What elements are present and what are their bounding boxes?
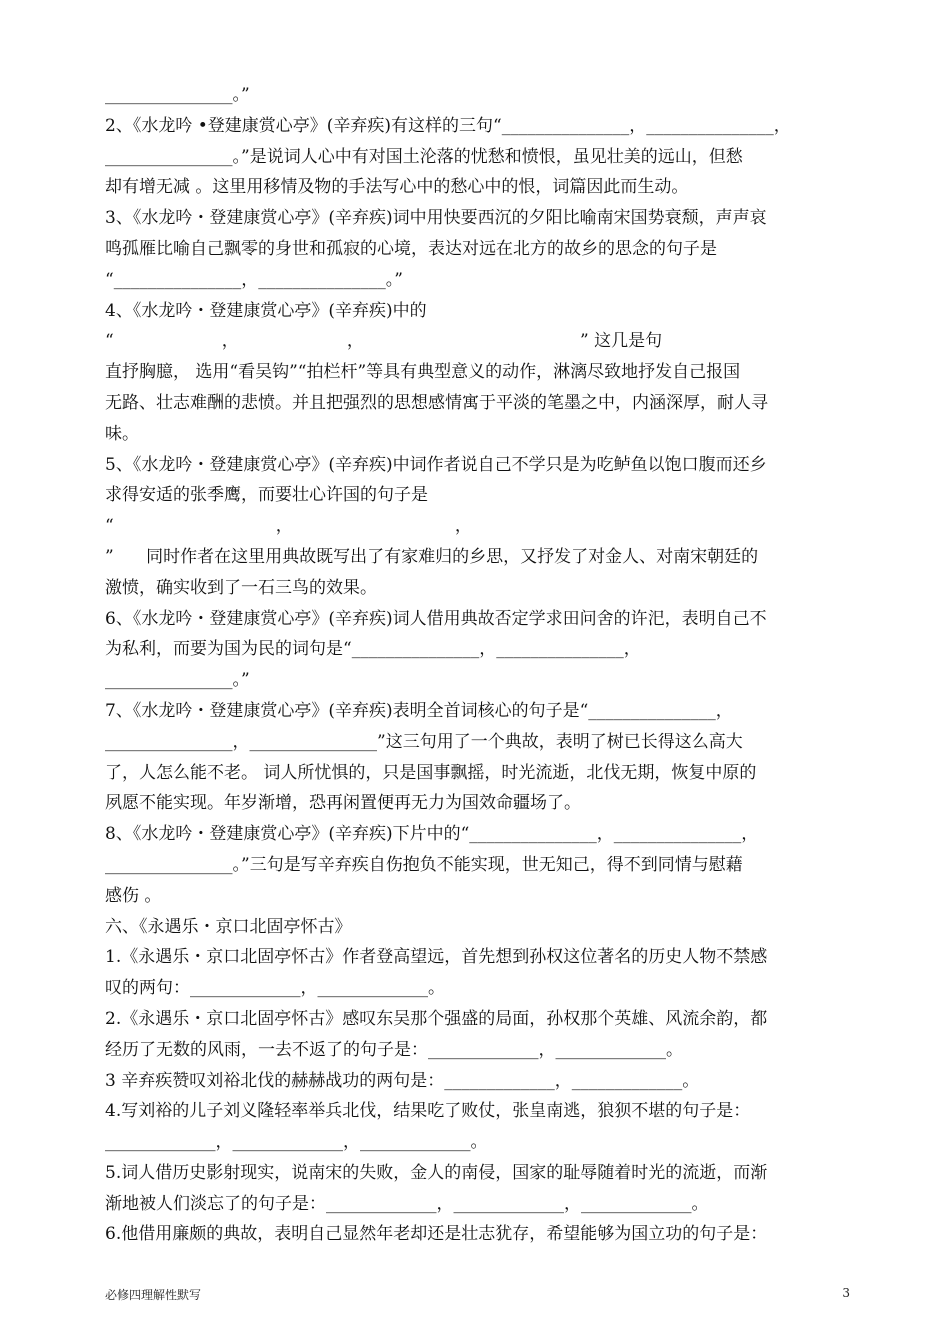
text-line: 4、《水龙吟・登建康赏心亭》(辛弃疾)中的 bbox=[105, 300, 427, 321]
page-footer bbox=[105, 1286, 850, 1303]
text-line: 直抒胸臆， 选用“看吴钩”“拍栏杆”等具有典型意义的动作，淋漓尽致地抒发自己报国 bbox=[105, 362, 741, 383]
text-line: 4.写刘裕的儿子刘义隆轻率举兵北伐，结果吃了败仗，张皇南逃，狼狈不堪的句子是： bbox=[105, 1101, 751, 1122]
document-body bbox=[105, 80, 850, 1250]
text-line: 叹的两句：_____________，_____________。 bbox=[105, 978, 445, 999]
text-line: 1.《永遇乐・京口北固亭怀古》作者登高望远，首先想到孙权这位著名的历史人物不禁感 bbox=[105, 947, 768, 968]
text-line: 5.词人借历史影射现实，说南宋的失败，金人的南侵，国家的耻辱随着时光的流逝，而渐 bbox=[105, 1162, 768, 1183]
text-line: 激愤，确实收到了一石三鸟的效果。 bbox=[105, 577, 377, 598]
text-line: _______________。” bbox=[105, 85, 250, 105]
text-line: “ ， ， ” 这几是句 bbox=[105, 331, 663, 352]
text-line: “_______________，_______________。” bbox=[105, 269, 403, 290]
text-line: 鸣孤雁比喻自己飘零的身世和孤寂的心境，表达对远在北方的故乡的思念的句子是 bbox=[105, 238, 717, 259]
text-line: 6、《水龙吟・登建康赏心亭》(辛弃疾)词人借用典故否定学求田问舍的许汜，表明自己不 bbox=[105, 608, 767, 629]
footer-title: 必修四理解性默写 bbox=[105, 1288, 202, 1302]
text-line: 夙愿不能实现。年岁渐增，恐再闲置便再无力为国效命疆场了。 bbox=[105, 793, 581, 814]
text-line: _____________，_____________，_____________。 bbox=[105, 1132, 488, 1153]
text-line: ” 同时作者在这里用典故既写出了有家难归的乡思，又抒发了对金人、对南宋朝廷的 bbox=[105, 546, 759, 567]
text-line: 为私利，而要为国为民的词句是“_______________，_______________， bbox=[105, 639, 641, 660]
text-line: _______________，_______________”这三句用了一个典故，表明了树已长得这么高大 bbox=[105, 731, 743, 752]
text-line: 无路、壮志难酬的悲愤。并且把强烈的思想感情寓于平淡的笔墨之中，内涵深厚，耐人寻 bbox=[105, 392, 768, 413]
text-line: 渐地被人们淡忘了的句子是：_____________，_____________，_____________。 bbox=[105, 1193, 709, 1214]
page-number: 3 bbox=[842, 1286, 850, 1300]
text-line: 5、《水龙吟・登建康赏心亭》(辛弃疾)中词作者说自己不学只是为吃鲈鱼以饱口腹而还乡 bbox=[105, 454, 767, 475]
text-line: 了，人怎么能不老。 词人所忧惧的，只是国事飘摇，时光流逝，北伐无期，恢复中原的 bbox=[105, 762, 757, 783]
text-line: 求得安适的张季鹰，而要壮心许国的句子是 bbox=[105, 485, 428, 506]
text-line: 经历了无数的风雨，一去不返了的句子是：_____________，_____________。 bbox=[105, 1039, 683, 1060]
text-line: 7、《水龙吟・登建康赏心亭》(辛弃疾)表明全首词核心的句子是“_______________， bbox=[105, 700, 733, 721]
text-line: _______________。”三句是写辛弃疾自伤抱负不能实现，世无知己，得不到同情与慰藉 bbox=[105, 854, 743, 875]
text-line: 6.他借用廉颇的典故，表明自己显然年老却还是壮志犹存，希望能够为国立功的句子是： bbox=[105, 1224, 768, 1245]
text-line: 感伤 。 bbox=[105, 885, 162, 906]
text-line: 3、《水龙吟・登建康赏心亭》(辛弃疾)词中用快要西沉的夕阳比喻南宋国势衰颓，声声哀 bbox=[105, 208, 767, 229]
text-line: “ ， ， bbox=[105, 516, 472, 537]
text-line: _______________。”是说词人心中有对国土沦落的忧愁和愤恨，虽见壮美的远山，但愁 bbox=[105, 146, 743, 167]
text-line: 2、《水龙吟 •登建康赏心亭》(辛弃疾)有这样的三句“_______________，_______________， bbox=[105, 115, 791, 136]
text-line: 3 辛弃疾赞叹刘裕北伐的赫赫战功的两句是：_____________，_____________。 bbox=[105, 1070, 700, 1091]
text-line: 2.《永遇乐・京口北固亭怀古》感叹东吴那个强盛的局面，孙权那个英雄、风流余韵，都 bbox=[105, 1008, 768, 1029]
text-line: 味。 bbox=[105, 423, 139, 444]
text-line: _______________。” bbox=[105, 670, 250, 691]
text-line: 8、《水龙吟・登建康赏心亭》(辛弃疾)下片中的“_______________，_______________， bbox=[105, 824, 759, 845]
section-heading: 六、《永遇乐・京口北固亭怀古》 bbox=[105, 916, 352, 937]
text-line: 却有增无减 。这里用移情及物的手法写心中的愁心中的恨，词篇因此而生动。 bbox=[105, 177, 689, 198]
